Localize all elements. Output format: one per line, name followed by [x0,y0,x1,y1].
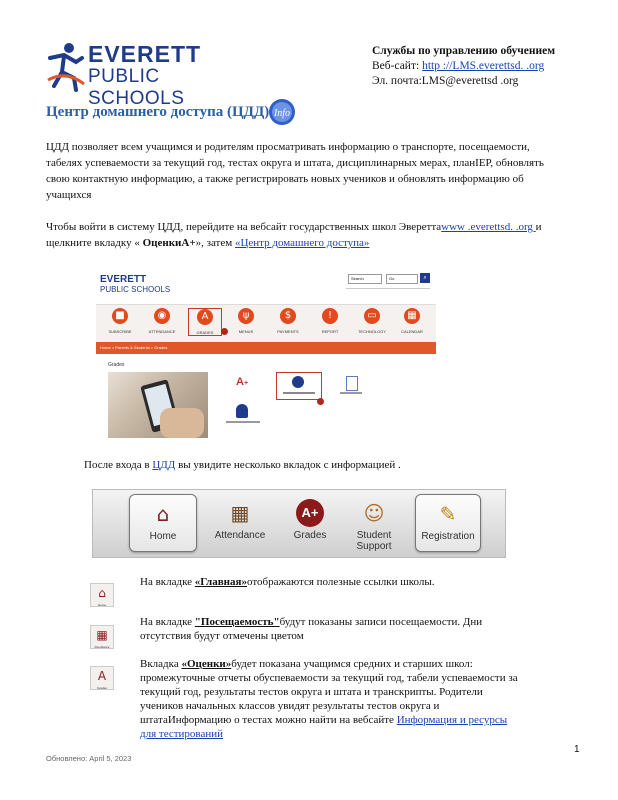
footer-updated-date: Обновлено: April 5, 2023 [46,754,132,763]
shot-hac-icon [292,376,304,388]
home-desc-post: отображаются полезные ссылки школы. [246,576,435,588]
student-icon: ☺ [363,501,385,525]
shot-nav-label: PAYMENTS [277,329,299,334]
laptop-icon: ▭ [364,308,380,324]
hac-tab-bar [92,489,506,558]
home-desc-pre: На вкладке [140,576,195,588]
login-paragraph [46,219,566,251]
shot-nav-payments [272,308,304,334]
shot-nav-row [96,304,436,343]
district-logo [46,40,236,109]
tab-grades-label: Grades [293,530,327,541]
tab-student-support [339,494,409,550]
grades-tab-name: «Оценки» [181,658,232,670]
page-title: Центр домашнего доступа (ЦДД) [46,104,270,120]
shot-nav-label: GRADES [196,330,214,335]
hac-link[interactable]: ЦДД [152,459,176,471]
website-label: Веб-сайт: [372,60,423,72]
grades-tab-name: ОценкиА+ [142,237,196,249]
email-line: Эл. почта:LMS@everettsd .org [372,75,519,87]
shot-nav-technology [356,308,388,334]
shot-nav-label: CALENDAR [401,329,423,334]
home-icon: ⌂ Home [90,583,114,607]
hand-shape [160,408,204,438]
district-website-link[interactable]: www .everettsd. .org [441,221,536,233]
shot-search-icon: ⌕ [420,273,430,283]
clock-icon: ◉ [154,308,170,324]
tab-home-label: Home [149,531,177,542]
phone-photo [108,372,208,438]
grades-icon: A Grades [90,666,114,690]
shot-nav-grades [188,308,222,336]
shot-user-caption [226,421,260,423]
attendance-icon-caption: Attendance [94,645,110,649]
tab-attendance-label: Attendance [214,530,266,541]
info-badge [268,98,296,126]
dollar-icon: $ [280,308,296,324]
shot-nav-label: REPORT [321,329,339,334]
contact-block [372,44,612,89]
shot-logo-line-2: PUBLIC SCHOOLS [100,285,171,294]
warning-icon: ! [322,308,338,324]
info-badge-text: Info [273,108,291,119]
tab-grades [283,494,337,550]
shot-marker-1 [221,328,228,335]
shot-section-heading: Grades [108,362,125,368]
shot-logo [100,274,170,294]
home-tab-name: «Главная» [194,576,247,588]
runner-figure-icon [46,40,86,92]
shot-nav-label: TECHNOLOGY [357,329,386,334]
attendance-description [140,615,520,643]
a-plus-icon: A [197,309,213,325]
login-text-1: Чтобы войти в систему ЦДД, перейдите на вебсайт государственных школ Эверетта [46,221,442,233]
website-screenshot [96,268,436,443]
page-number: 1 [574,744,580,755]
shot-document-icon [346,376,358,391]
shot-nav-attendance [146,308,178,334]
shot-nav-subscribe [104,308,136,334]
login-text-3: », затем [195,237,235,249]
shot-search-input: Search [348,274,382,284]
tab-attendance [205,494,275,550]
attendance-icon: ▦ Attendance [90,625,114,649]
login-text-2: и щелкните вкладку « [46,221,542,249]
testing-resources-link[interactable]: Информация и ресурсы для тестирований [140,714,508,740]
attendance-desc-post: будут показаны записи посещаемости. Дни отсутствия будут отмечены цветом [140,616,483,642]
shot-marker-2 [317,398,324,405]
a-plus-icon: A+ [296,499,324,527]
shot-nav-menus [230,308,262,334]
tab-student-support-label: Student Support [356,530,392,552]
tab-registration-label: Registration [421,531,475,542]
clipboard-icon: ✎ [439,502,457,526]
calendar-icon: ▦ [404,308,420,324]
attendance-desc-pre: На вкладке [140,616,195,628]
shot-user-icon [236,404,248,418]
shot-nav-label: ATTENDANCE [148,329,176,334]
after-login-text-1: После входа в [84,459,153,471]
logo-line-1: EVERETT [88,41,202,67]
bus-icon: ■ [112,308,128,324]
fork-knife-icon: ψ [238,308,254,324]
shot-nav-label: SUBSCRIBE [108,329,132,334]
shot-nav-calendar [396,308,428,334]
attendance-tab-name: "Посещаемость" [194,616,280,628]
shot-nav-label: MENUS [238,329,254,334]
shot-breadcrumb-bar [96,342,436,354]
shot-a-plus-icon: A+ [236,376,249,388]
schoolhouse-icon: ⌂ [156,502,170,526]
grades-desc-pre: Вкладка [140,658,182,670]
tab-home [129,494,197,552]
shot-logo-line-1: EVERETT [100,274,147,285]
shot-divider [346,288,430,289]
service-title: Службы по управлению обучением [372,45,556,57]
tab-registration [415,494,481,552]
shot-doc-caption [340,392,362,394]
home-description [140,575,520,589]
intro-paragraph: ЦДД позволяет всем учащимся и родителям просматривать информацию о транспорте, посещаемости, табелях успеваемости за текущий год, тестах округа и штата, дисциплинарных мерах, планIEP, обновлять свою контактную информацию, а также регистрировать новых учеников и обновлять информацию об учащихся [46,141,544,201]
home-icon-caption: Home [97,603,106,607]
info-icon [268,98,296,126]
desk-icon: ▦ [230,501,250,525]
shot-hac-caption [283,392,315,394]
grades-description [140,657,520,741]
shot-breadcrumb: Home > Parents & Students > Grades [100,345,168,350]
after-login-sentence [84,459,401,471]
shot-nav-report [314,308,346,334]
grades-icon-caption: Grades [97,686,107,690]
shot-hac-tile [276,372,322,400]
after-login-text-2: вы увидите несколько вкладок с информацией . [175,459,401,471]
shot-go-field: Go [386,274,418,284]
home-access-center-link[interactable]: «Центр домашнего доступа» [234,237,370,249]
logo-line-2: PUBLIC SCHOOLS [88,66,185,109]
grades-desc-post: будет показана учащимся средних и старших школ: промежуточные отчеты обуспеваемости за текущий год, табели успеваемости за текущий год, результаты тестов округа и штата и транскрипты. Родители учеников начальных классов увидят результаты тестов округа и штатаИнформацию о тестах можно найти на вебсайте [140,658,518,726]
website-link[interactable]: http ://LMS.everettsd. .org [422,60,545,72]
website-line [372,59,612,74]
